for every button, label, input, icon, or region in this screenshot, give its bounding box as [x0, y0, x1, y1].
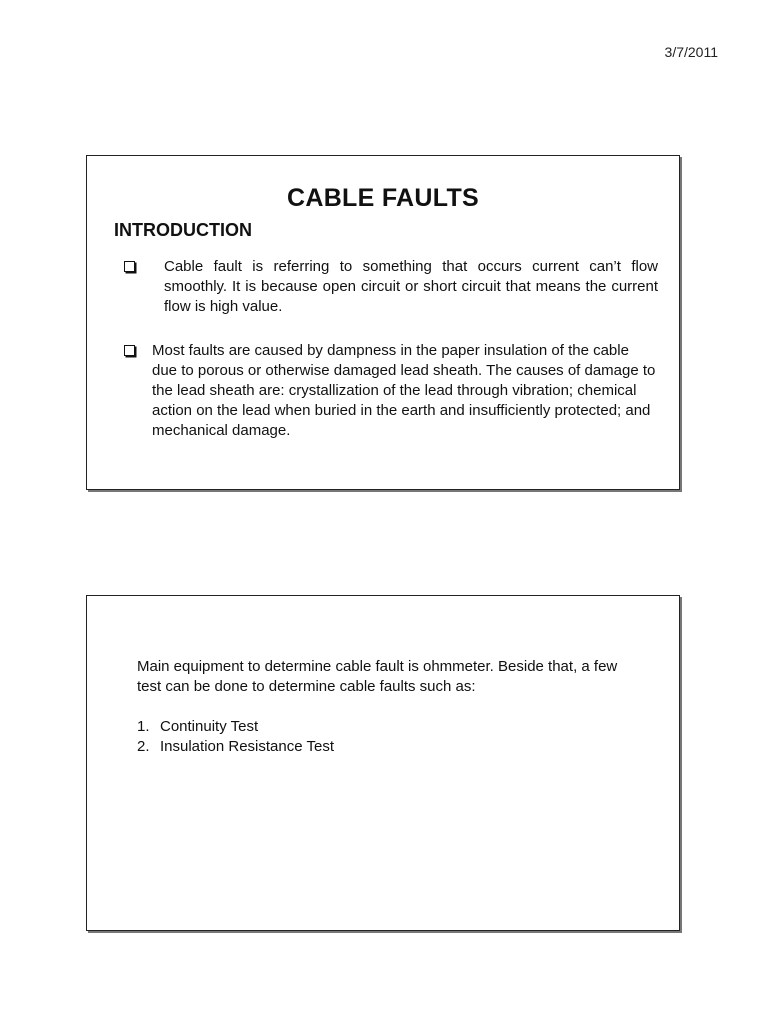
list-number: 2. [137, 738, 150, 755]
section-heading-introduction: INTRODUCTION [114, 220, 252, 240]
list-item [137, 737, 637, 757]
checkbox-bullet-icon [124, 261, 135, 272]
bullet-text: Cable fault is referring to something that occurs current can’t flow smoothly. It is because open circuit or short circuit that means the current flow is high value. [164, 258, 658, 315]
test-list [137, 717, 637, 757]
equipment-paragraph: Main equipment to determine cable fault is ohmmeter. Beside that, a few test can be done to determine cable faults such as: [137, 658, 618, 695]
checkbox-bullet-icon [124, 345, 135, 356]
list-label: Insulation Resistance Test [160, 738, 334, 755]
list-item [137, 717, 637, 737]
bullet-item [124, 341, 658, 441]
page-date: 3/7/2011 [664, 44, 718, 60]
slide-test-methods [86, 595, 680, 931]
slide-title: CABLE FAULTS [286, 184, 479, 212]
list-label: Continuity Test [160, 718, 259, 735]
slide-cable-faults [86, 155, 680, 490]
list-number: 1. [137, 718, 150, 735]
bullet-text: Most faults are caused by dampness in the paper insulation of the cable due to porous or otherwise damaged lead sheath. The causes of damage to the lead sheath are: crystallization of the lead through vibration; chemical action on the lead when buried in the earth and insufficiently protected; and mechanical damage. [152, 342, 656, 439]
bullet-item [124, 257, 658, 317]
